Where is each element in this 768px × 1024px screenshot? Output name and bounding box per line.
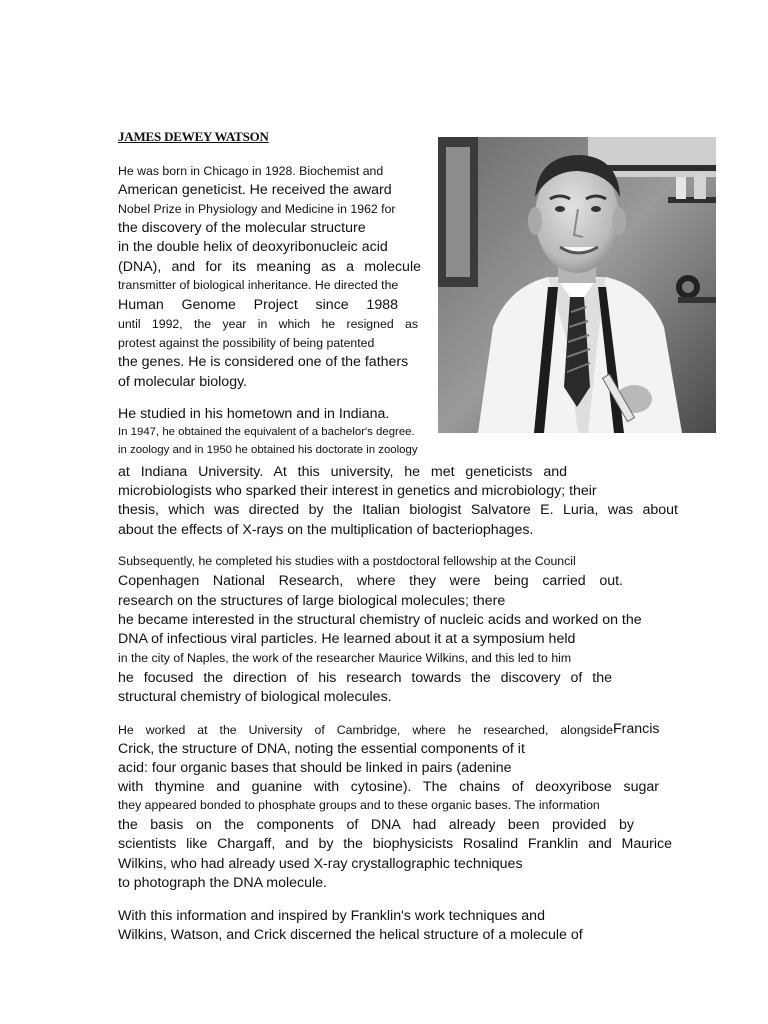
text-line: In 1947, he obtained the equivalent of a bachelor's degree. (118, 426, 415, 438)
document-title: JAMES DEWEY WATSON (118, 129, 269, 144)
text-line: scientists like Chargaff, and by the biophysicists Rosalind Franklin and Maurice (118, 836, 672, 852)
text-line: Wilkins, Watson, and Crick discerned the helical structure of a molecule of (118, 927, 583, 943)
text-line: to photograph the DNA molecule. (118, 875, 328, 891)
text-line: Nobel Prize in Physiology and Medicine in 1962 for (118, 202, 396, 216)
text-line: American geneticist. He received the award (118, 182, 392, 198)
text-line: with thymine and guanine with cytosine). The chains of deoxyribose sugar (118, 779, 659, 795)
text-line: DNA of infectious viral particles. He learned about it at a symposium held (118, 631, 576, 647)
text-line: until 1992, the year in which he resigned as (118, 317, 418, 331)
text-line: he became interested in the structural chemistry of nucleic acids and worked on the (118, 612, 642, 628)
text-line: Crick, the structure of DNA, noting the essential components of it (118, 741, 525, 757)
text-line: protest against the possibility of being patented (118, 336, 375, 350)
text-line: microbiologists who sparked their interest in genetics and microbiology; their (118, 483, 597, 499)
text-line: structural chemistry of biological molecules. (118, 689, 392, 705)
text-line: Wilkins, who had already used X-ray crystallographic techniques (118, 856, 523, 872)
text-line: about the effects of X-rays on the multiplication of bacteriophages. (118, 522, 534, 538)
text-line: of molecular biology. (118, 374, 248, 390)
text-line: research on the structures of large biological molecules; there (118, 593, 506, 609)
portrait-illustration (438, 137, 716, 433)
text-line: thesis, which was directed by the Italian biologist Salvatore E. Luria, was about (118, 502, 678, 518)
text-line: He worked at the University of Cambridge, where he researched, alongside (118, 723, 613, 737)
text-line: Copenhagen National Research, where they were being carried out. (118, 573, 623, 589)
text-line: He studied in his hometown and in Indiana. (118, 406, 390, 422)
text-line: transmitter of biological inheritance. He directed the (118, 278, 399, 292)
text-line: the discovery of the molecular structure (118, 220, 366, 236)
text-line: Subsequently, he completed his studies with a postdoctoral fellowship at the Council (118, 554, 576, 568)
text-line: he focused the direction of his research towards the discovery of the (118, 670, 612, 686)
text-line: He was born in Chicago in 1928. Biochemist and (118, 164, 384, 178)
text-line: acid: four organic bases that should be linked in pairs (adenine (118, 760, 512, 776)
text-line: they appeared bonded to phosphate groups and to these organic bases. The information (118, 798, 600, 812)
text-line: With this information and inspired by Franklin's work techniques and (118, 908, 545, 924)
text-line: Francis (613, 721, 660, 737)
text-line: in the city of Naples, the work of the researcher Maurice Wilkins, and this led to him (118, 651, 572, 665)
text-line: (DNA), and for its meaning as a molecule (118, 259, 421, 275)
text-line: in zoology and in 1950 he obtained his doctorate in zoology (118, 444, 418, 456)
text-line: at Indiana University. At this university, he met geneticists and (118, 464, 567, 480)
text-line: the basis on the components of DNA had already been provided by (118, 817, 634, 833)
text-line: Human Genome Project since 1988 (118, 297, 398, 313)
text-line: in the double helix of deoxyribonucleic acid (118, 239, 388, 255)
portrait-photo (438, 137, 716, 433)
text-line: the genes. He is considered one of the fathers (118, 354, 409, 370)
